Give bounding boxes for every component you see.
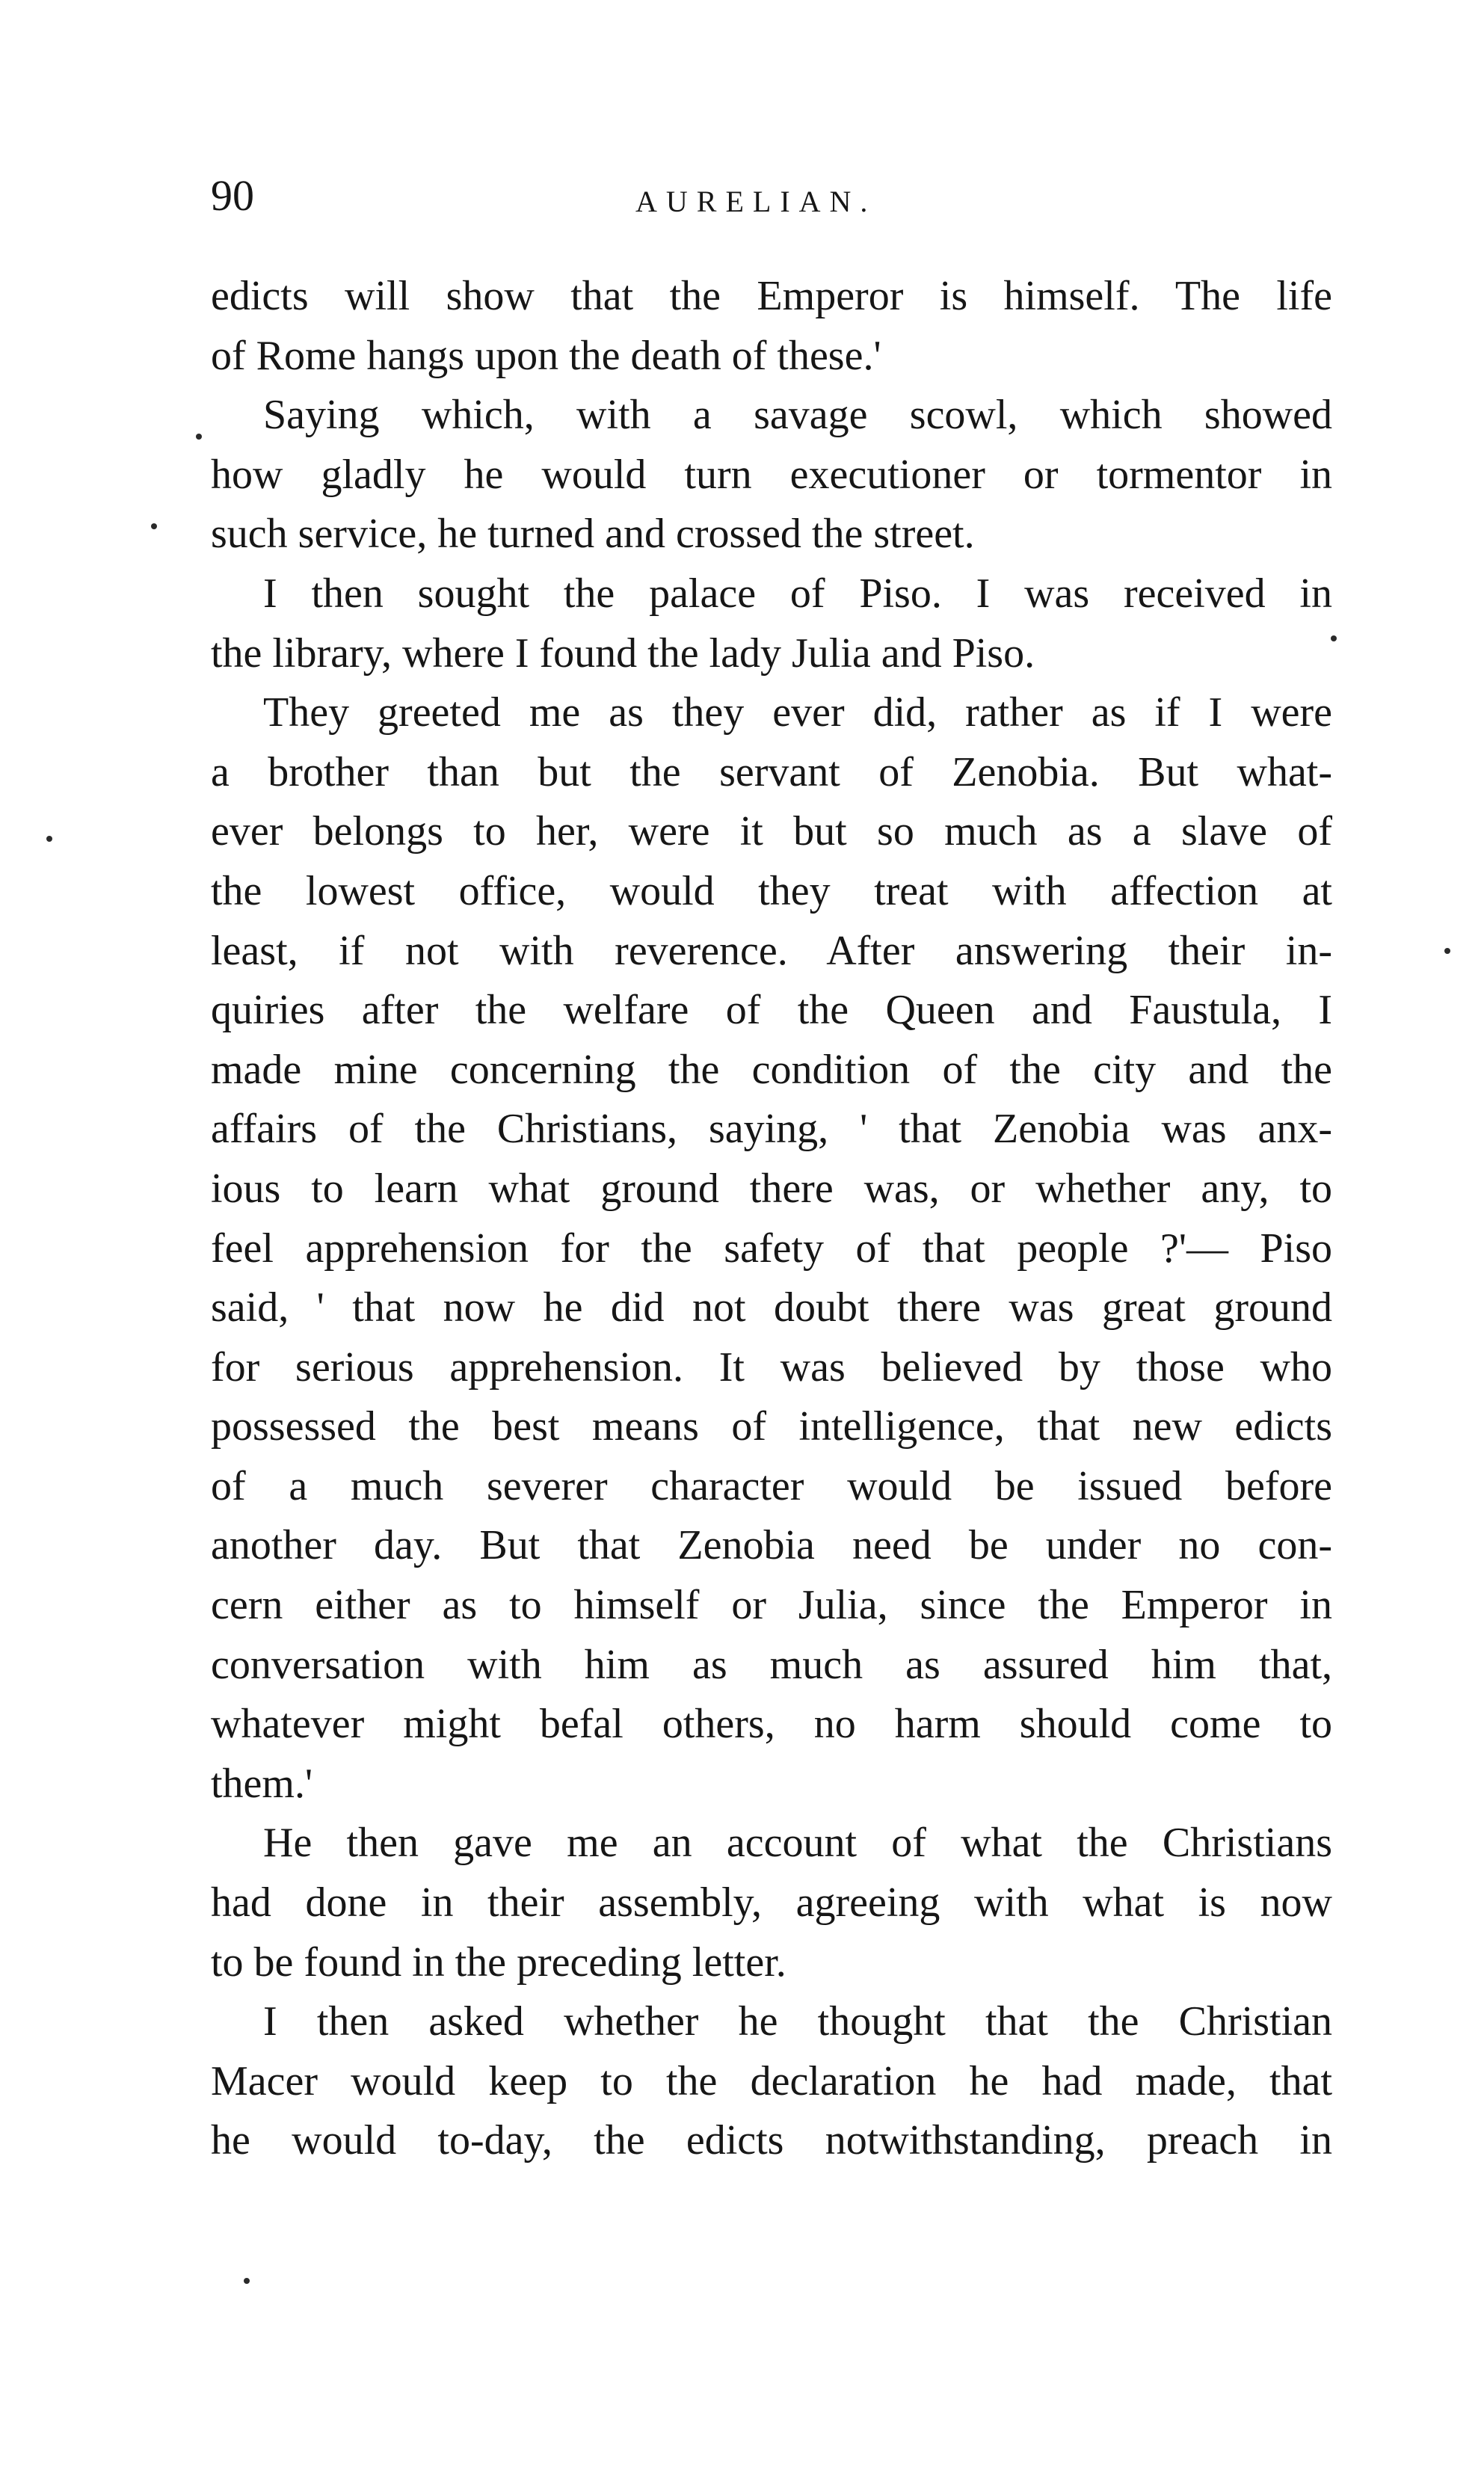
text-line: the lowest office, would they treat with affection at xyxy=(211,867,1332,914)
text-line: whatever might befal others, no harm should come to xyxy=(211,1701,1332,1748)
text-line: them.' xyxy=(211,1760,313,1807)
text-line: quiries after the welfare of the Queen and Faustula, I xyxy=(211,987,1332,1034)
text-line: he would to-day, the edicts notwithstanding, preach in xyxy=(211,2117,1332,2164)
body-text xyxy=(211,267,1332,2171)
text-line: how gladly he would turn executioner or tormentor in xyxy=(211,451,1332,498)
scan-speck xyxy=(196,434,202,440)
text-line: said, ' that now he did not doubt there was great ground xyxy=(211,1284,1332,1331)
text-line: of Rome hangs upon the death of these.' xyxy=(211,332,881,379)
text-line: possessed the best means of intelligence, that new edicts xyxy=(211,1403,1332,1450)
text-line: feel apprehension for the safety of that people ?'— Piso xyxy=(211,1225,1332,1272)
scan-speck xyxy=(1444,948,1450,954)
scan-speck xyxy=(1331,635,1337,641)
text-line: made mine concerning the condition of the city and the xyxy=(211,1046,1332,1093)
paragraph-start-line: They greeted me as they ever did, rather as if I were xyxy=(263,689,1332,736)
text-line: had done in their assembly, agreeing with what is now xyxy=(211,1879,1332,1927)
text-line: cern either as to himself or Julia, since the Emperor in xyxy=(211,1582,1332,1629)
text-line: such service, he turned and crossed the street. xyxy=(211,511,975,558)
text-line: the library, where I found the lady Julia and Piso. xyxy=(211,629,1035,677)
paragraph-start-line: Saying which, with a savage scowl, which showed xyxy=(263,392,1332,439)
text-line: another day. But that Zenobia need be under no con- xyxy=(211,1522,1332,1569)
text-line: ious to learn what ground there was, or whether any, to xyxy=(211,1165,1332,1212)
paragraph-start-line: He then gave me an account of what the Christians xyxy=(263,1820,1332,1867)
paragraph-start-line: I then sought the palace of Piso. I was received in xyxy=(263,570,1332,617)
text-line: a brother than but the servant of Zenobia. But what- xyxy=(211,748,1332,795)
scan-speck xyxy=(151,523,157,529)
paragraph-start-line: I then asked whether he thought that the Christian xyxy=(263,1998,1332,2045)
page-header xyxy=(211,166,1332,226)
text-line: least, if not with reverence. After answering their in- xyxy=(211,927,1332,974)
text-line: conversation with him as much as assured him that, xyxy=(211,1641,1332,1688)
scan-speck xyxy=(244,2278,250,2284)
text-line: affairs of the Christians, saying, ' that Zenobia was anx- xyxy=(211,1106,1332,1153)
text-line: of a much severer character would be issued before xyxy=(211,1462,1332,1509)
text-line: Macer would keep to the declaration he had made, that xyxy=(211,2057,1332,2104)
text-line: ever belongs to her, were it but so much as a slave of xyxy=(211,808,1332,855)
scan-speck xyxy=(46,836,52,842)
text-line: for serious apprehension. It was believed by those who xyxy=(211,1343,1332,1391)
text-line: to be found in the preceding letter. xyxy=(211,1938,786,1986)
page-number: 90 xyxy=(211,171,254,220)
text-line: edicts will show that the Emperor is himself. The life xyxy=(211,273,1332,319)
running-title: AURELIAN. xyxy=(635,185,877,218)
